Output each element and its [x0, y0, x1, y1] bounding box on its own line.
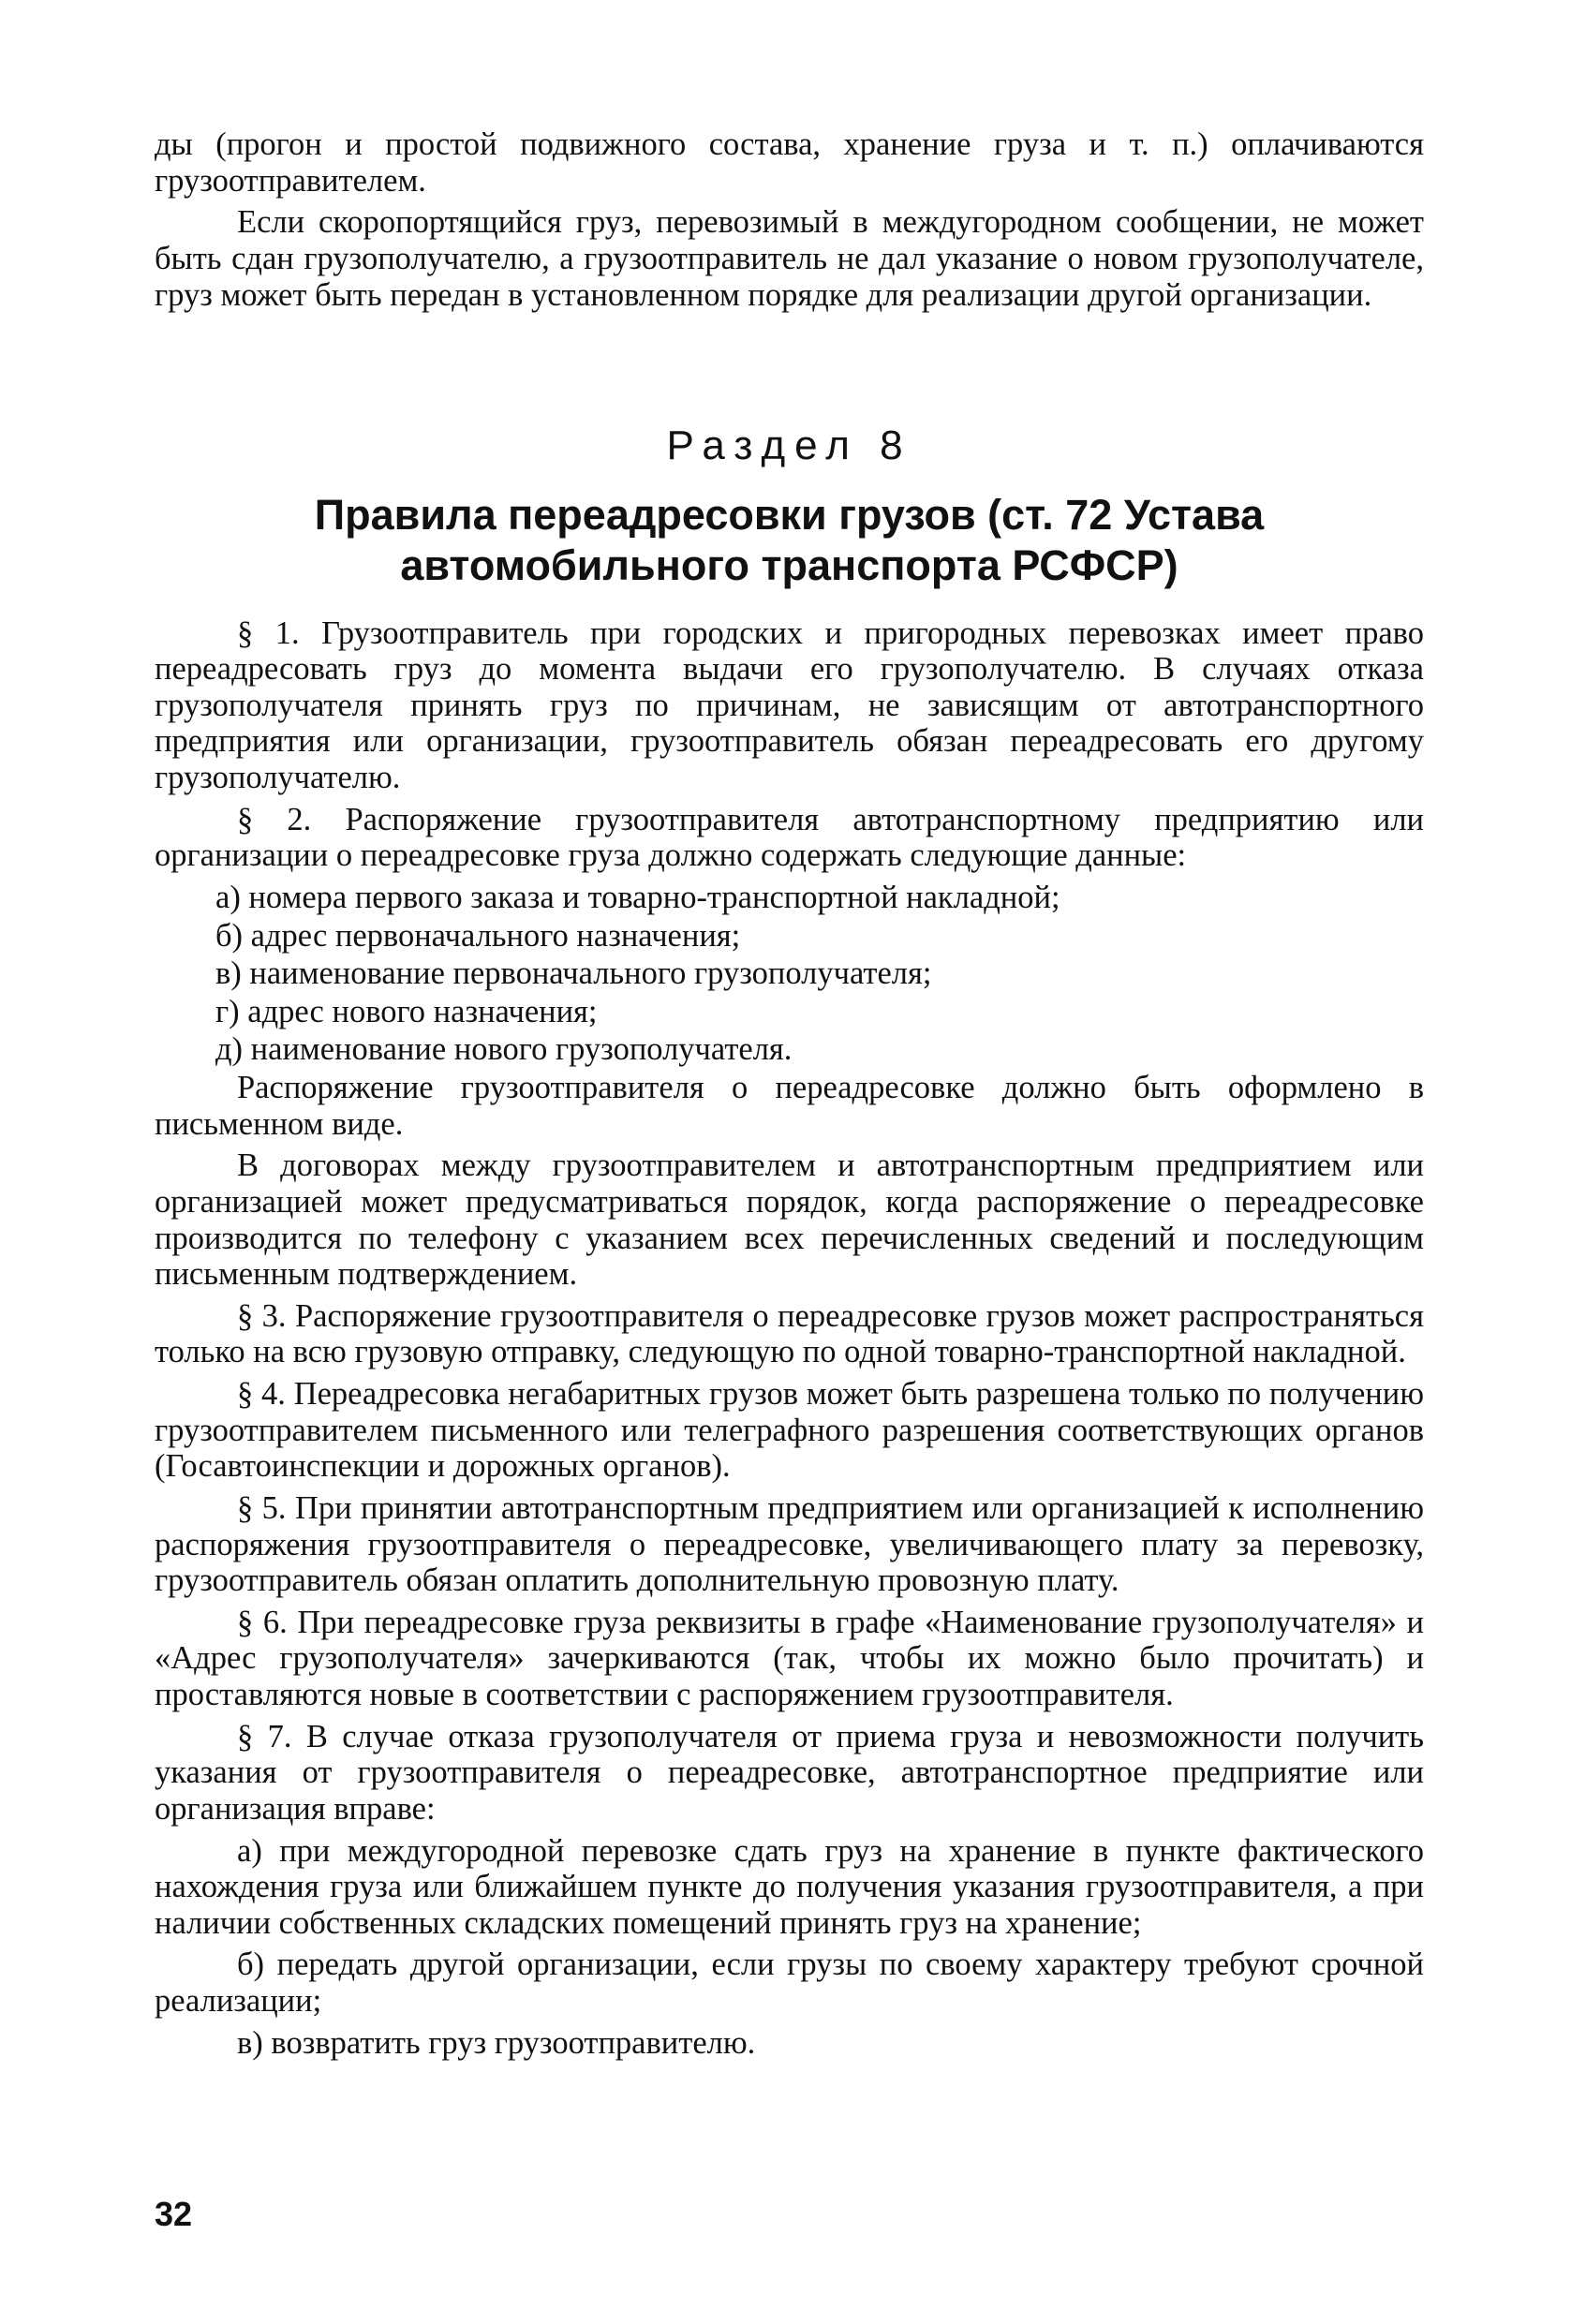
paragraph-2: § 2. Распоряжение грузоотправителя автотранспортному предприятию или организации о переадресовке груза должно содержать следующие данные:: [155, 801, 1424, 874]
paragraph-7-item-v: в) возвратить груз грузоотправителю.: [237, 2024, 756, 2061]
paragraph-1: § 1. Грузоотправитель при городских и пригородных перевозках имеет право переадресовать груз до момента выдачи его грузополучателю. В случаях отказа грузополучателя принять груз по причинам, не зависящим от автотранспортного предприятия или организации, грузоотправитель обязан переадресовать его другому грузополучателю.: [155, 614, 1424, 796]
paragraph-7-item-b: б) передать другой организации, если грузы по своему характеру требуют срочной реализации;: [155, 1947, 1424, 2020]
continued-paragraph: ды (прогон и простой подвижного состава, хранение груза и т. п.) оплачиваются грузоотправителем.: [155, 126, 1424, 199]
page-number: 32: [155, 2195, 193, 2233]
list-item-d: д) наименование нового грузополучателя.: [215, 1031, 793, 1068]
paragraph-2-note-1: Распоряжение грузоотправителя о переадресовке должно быть оформлено в письменном виде.: [155, 1070, 1424, 1142]
section-title-line-2: автомобильного транспорта РСФСР): [400, 540, 1178, 589]
section-title-line-1: Правила переадресовки грузов (ст. 72 Устава: [314, 490, 1265, 539]
list-item-b: б) адрес первоначального назначения;: [215, 917, 741, 954]
paragraph-5: § 5. При принятии автотранспортным предприятием или организацией к исполнению распоряжения грузоотправителя о переадресовке, увеличивающего плату за перевозку, грузоотправитель обязан оплатить дополнительную провозную плату.: [155, 1489, 1424, 1599]
list-item-g: г) адрес нового назначения;: [215, 993, 598, 1029]
section-number: Раздел 8: [666, 422, 912, 469]
list-item-v: в) наименование первоначального грузополучателя;: [215, 955, 932, 992]
paragraph-2-note-2: В договорах между грузоотправителем и автотранспортным предприятием или организацией может предусматриваться порядок, когда распоряжение о переадресовке производится по телефону с указанием всех перечисленных сведений и последующим письменным подтверждением.: [155, 1147, 1424, 1293]
paragraph-7: § 7. В случае отказа грузополучателя от приема груза и невозможности получить указания от грузоотправителя о переадресовке, автотранспортное предприятие или организация вправе:: [155, 1718, 1424, 1827]
list-item-a: а) номера первого заказа и товарно-транспортной накладной;: [215, 879, 1060, 915]
paragraph-4: § 4. Переадресовка негабаритных грузов может быть разрешена только по получению грузоотправителем письменного или телеграфного разрешения соответствующих органов (Госавтоинспекции и дорожных органов).: [155, 1376, 1424, 1485]
paragraph-7-item-a: а) при междугородной перевозке сдать груз на хранение в пункте фактического нахождения груза или ближайшем пункте до получения указания грузоотправителя, а при наличии собственных складских помещений принять груз на хранение;: [155, 1832, 1424, 1941]
perishable-cargo-paragraph: Если скоропортящийся груз, перевозимый в междугородном сообщении, не может быть сдан грузополучателю, а грузоотправитель не дал указание о новом грузополучателе, груз может быть передан в установленном порядке для реализации другой организации.: [155, 204, 1424, 313]
page-body: [155, 126, 1424, 2066]
paragraph-3: § 3. Распоряжение грузоотправителя о переадресовке грузов может распространяться только на всю грузовую отправку, следующую по одной товарно-транспортной накладной.: [155, 1297, 1424, 1370]
paragraph-6: § 6. При переадресовке груза реквизиты в графе «Наименование грузополучателя» и «Адрес грузополучателя» зачеркиваются (так, чтобы их можно было прочитать) и проставляются новые в соответствии с распоряжением грузоотправителя.: [155, 1604, 1424, 1713]
section-title: [155, 490, 1424, 591]
